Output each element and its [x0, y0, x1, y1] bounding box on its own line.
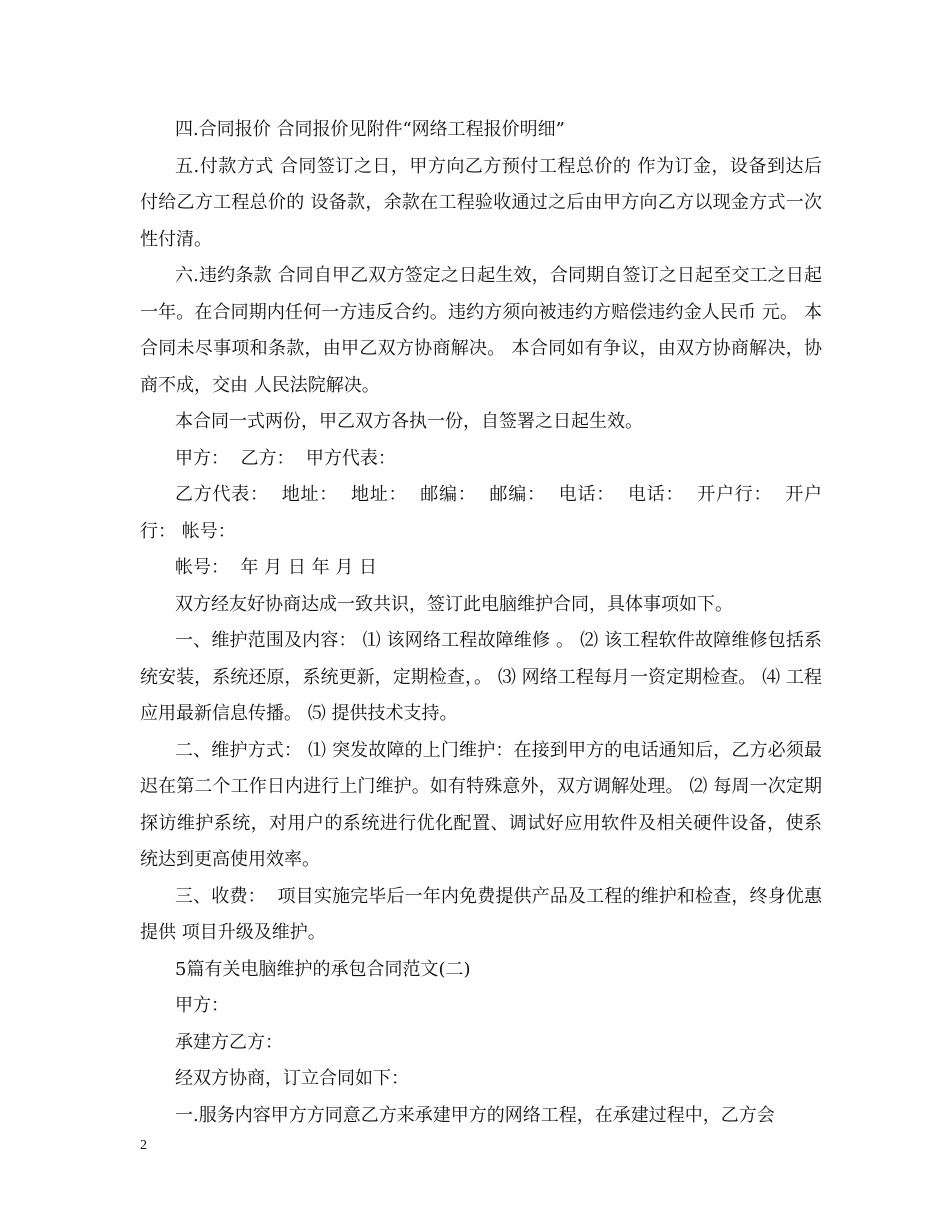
- paragraph-account-date: 帐号： 年 月 日 年 月 日: [175, 557, 378, 578]
- paragraph-fees: 三、收费： 项目实施完毕后一年内免费提供产品及工程的维护和检查，终身优惠提供 项目升级及维护。: [140, 885, 822, 943]
- paragraph-contractor-b: 承建方乙方：: [175, 1031, 283, 1053]
- paragraph-agreed: 经双方协商，订立合同如下：: [175, 1068, 409, 1089]
- paragraph-maintenance-scope: 一、维护范围及内容： ⑴ 该网络工程故障维修 。 ⑵ 该工程软件故障维修包括系统安装，系统还原，系统更新，定期检查，。 ⑶ 网络工程每月一资定期检查。 ⑷ 工程应用最新信息传播。 ⑸ 提供技术支持。: [140, 630, 822, 724]
- document-body: [140, 112, 822, 1134]
- paragraph-party-a-b: 甲方： 乙方： 甲方代表：: [175, 447, 396, 469]
- paragraph-party-a: 甲方：: [175, 995, 229, 1016]
- paragraph-copies: 本合同一式两份，甲乙双方各执一份，自签署之日起生效。: [175, 411, 643, 432]
- paragraph-section-heading: 5篇有关电脑维护的承包合同范文(二): [175, 958, 471, 980]
- paragraph-agreement-intro: 双方经友好协商达成一致共识，签订此电脑维护合同，具体事项如下。: [175, 593, 733, 615]
- paragraph-contract-quote: 四.合同报价 合同报价见附件“网络工程报价明细”: [175, 119, 565, 140]
- paragraph-payment-method: 五.付款方式 合同签订之日，甲方向乙方预付工程总价的 作为订金，设备到达后付给乙方工程总价的 设备款，余款在工程验收通过之后由甲方向乙方以现金方式一次性付清。: [140, 155, 822, 250]
- paragraph-breach-terms: 六.违约条款 合同自甲乙双方签定之日起生效，合同期自签订之日起至交工之日起一年。在合同期内任何一方违反合约。违约方须向被违约方赔偿违约金人民币 元。 本合同未尽事项和条款，由甲乙双方协商解决。 本合同如有争议，由双方协商解决，协商不成，交由 人民法院解决。: [140, 265, 822, 396]
- paragraph-service-content: 一.服务内容甲方方同意乙方来承建甲方的网络工程，在承建过程中，乙方会: [175, 1104, 775, 1126]
- page-number: 2: [140, 1138, 147, 1153]
- paragraph-maintenance-method: 二、维护方式： ⑴ 突发故障的上门维护：在接到甲方的电话通知后，乙方必须最迟在第二个工作日内进行上门维护。如有特殊意外，双方调解处理。 ⑵ 每周一次定期探访维护系统，对用户的系统进行优化配置、调试好应用软件及相关硬件设备，使系统达到更高使用效率。: [140, 739, 822, 870]
- paragraph-party-details: 乙方代表： 地址： 地址： 邮编： 邮编： 电话： 电话： 开户行： 开户行： 帐号：: [140, 484, 822, 542]
